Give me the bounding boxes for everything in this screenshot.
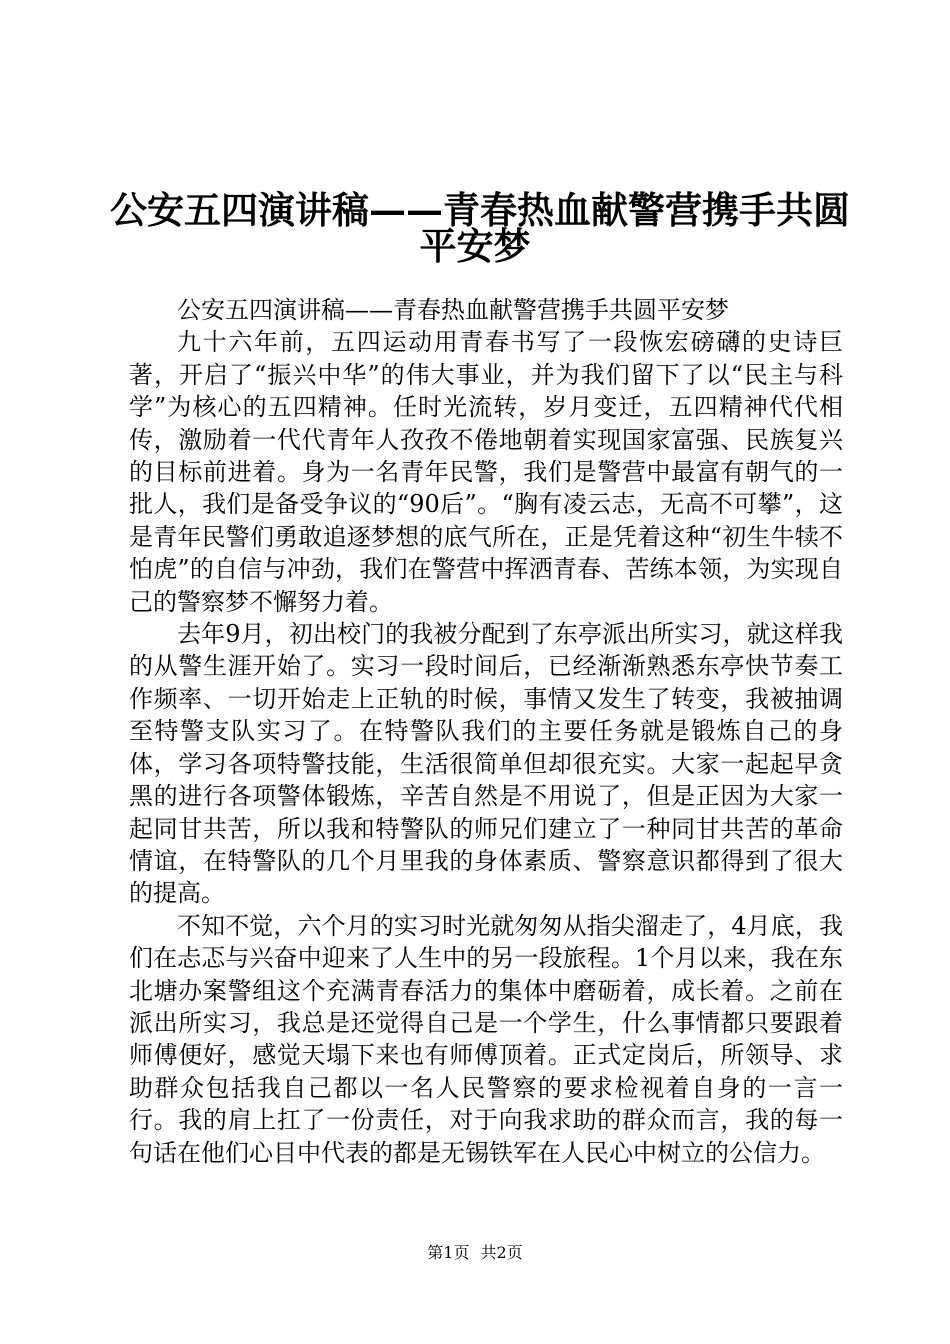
document-title-line-1: 公安五四演讲稿——青春热血献警营携手共圆 (110, 188, 850, 232)
body-paragraph: 不知不觉，六个月的实习时光就匆匆从指尖溜走了，4月底，我们在忐忑与兴奋中迎来了人生中的另一段旅程。1个月以来，我在东北塘办案警组这个充满青春活力的集体中磨砺着，成长着。之前在派出所实习，我总是还觉得自己是一个学生，什么事情都只要跟着师傅便好，感觉天塌下来也有师傅顶着。正式定岗后，所领导、求助群众包括我自己都以一名人民警察的要求检视着自身的一言一行。我的肩上扛了一份责任，对于向我求助的群众而言，我的每一句话在他们心目中代表的都是无锡铁军在人民心中树立的公信力。 (129, 911, 843, 1167)
subtitle-paragraph: 公安五四演讲稿——青春热血献警营携手共圆平安梦 (177, 296, 729, 324)
body-paragraph: 去年9月，初出校门的我被分配到了东亭派出所实习，就这样我的从警生涯开始了。实习一段时间后，已经渐渐熟悉东亭快节奏工作频率、一切开始走上正轨的时候，事情又发生了转变，我被抽调至特警支队实习了。在特警队我们的主要任务就是锻炼自己的身体，学习各项特警技能，生活很简单但却很充实。大家一起起早贪黑的进行各项警体锻炼，辛苦自然是不用说了，但是正因为大家一起同甘共苦，所以我和特警队的师兄们建立了一种同甘共苦的革命情谊，在特警队的几个月里我的身体素质、警察意识都得到了很大的提高。 (129, 620, 843, 908)
page-total: 共2页 (480, 1243, 523, 1262)
document-title-line-2: 平安梦 (419, 224, 531, 268)
document-body (129, 294, 843, 1169)
body-paragraph: 九十六年前，五四运动用青春书写了一段恢宏磅礴的史诗巨著，开启了“振兴中华”的伟大事业，并为我们留下了以“民主与科学”为核心的五四精神。任时光流转，岁月变迁，五四精神代代相传，激励着一代代青年人孜孜不倦地朝着实现国家富强、民族复兴的目标前进着。身为一名青年民警，我们是警营中最富有朝气的一批人，我们是备受争议的“90后”。“胸有凌云志，无高不可攀”，这是青年民警们勇敢追逐梦想的底气所在，正是凭着这种“初生牛犊不怕虎”的自信与冲劲，我们在警营中挥洒青春、苦练本领，为实现自己的警察梦不懈努力着。 (129, 328, 843, 616)
page-footer (0, 1243, 950, 1263)
page-number: 第1页 (427, 1243, 470, 1262)
